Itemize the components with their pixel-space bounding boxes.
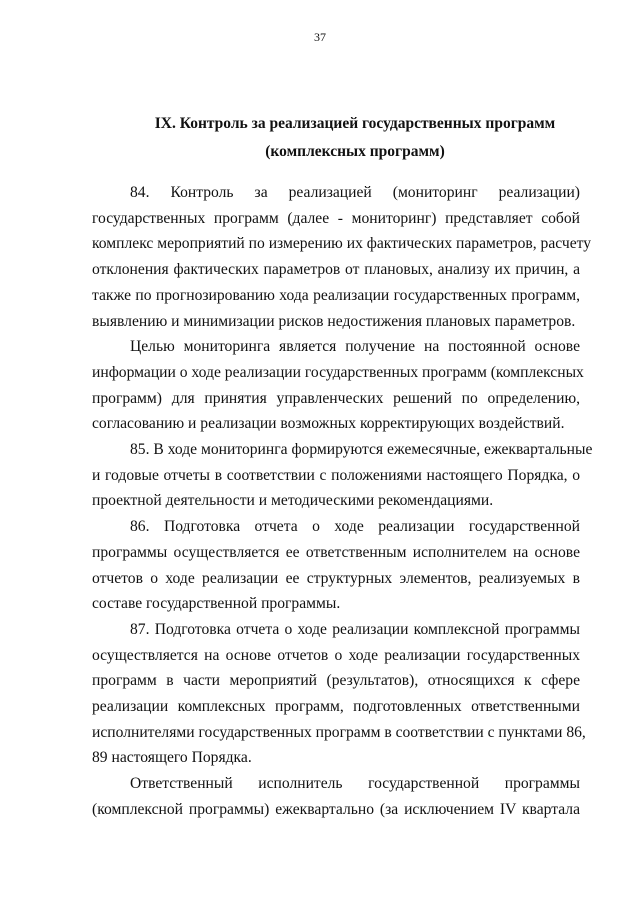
body-text <box>92 180 593 823</box>
paragraph <box>92 514 580 617</box>
section-title-line-1: IX. Контроль за реализацией государственных программ <box>154 115 556 132</box>
paragraph-line: отклонения фактических параметров от плановых, анализу их причин, а <box>92 261 580 279</box>
paragraph-line: составе государственной программы. <box>92 595 341 613</box>
paragraph-line: Целью мониторинга является получение на постоянной основе <box>130 338 580 356</box>
paragraph-line: отчетов о ходе реализации ее структурных элементов, реализуемых в <box>92 569 580 587</box>
paragraph <box>92 334 584 437</box>
paragraph <box>92 771 580 822</box>
section-title <box>90 110 620 166</box>
paragraph-line: осуществляется на основе отчетов о ходе реализации государственных <box>92 646 580 664</box>
paragraph-line: реализации комплексных программ, подготовленных ответственными <box>92 698 580 716</box>
section-title-line-2: (комплексных программ) <box>265 143 445 160</box>
paragraph-line: согласованию и реализации возможных корректирующих воздействий. <box>92 415 565 433</box>
paragraph-line: программ) для принятия управленческих решений по определению, <box>92 389 580 407</box>
paragraph-line: 86. Подготовка отчета о ходе реализации государственной <box>130 518 580 536</box>
paragraph <box>92 437 593 514</box>
paragraph-line: программ в части мероприятий (результатов), относящихся к сфере <box>92 672 580 690</box>
paragraph-line: и годовые отчеты в соответствии с положениями настоящего Порядка, о <box>92 466 580 484</box>
paragraph-line: 84. Контроль за реализацией (мониторинг реализации) <box>130 184 580 201</box>
paragraph-line: выявлению и минимизации рисков недостижения плановых параметров. <box>92 312 576 330</box>
paragraph-line: государственных программ (далее - мониторинг) представляет собой <box>92 209 580 227</box>
paragraph <box>92 617 586 771</box>
paragraph-line: также по прогнозированию хода реализации государственных программ, <box>92 286 580 304</box>
paragraph-line: исполнителями государственных программ в соответствии с пунктами 86, <box>92 723 586 741</box>
page-number: 37 <box>314 30 326 44</box>
paragraph-line: проектной деятельности и методическими рекомендациями. <box>92 492 494 510</box>
paragraph <box>92 180 592 334</box>
paragraph-line: 87. Подготовка отчета о ходе реализации комплексной программы <box>130 620 580 638</box>
paragraph-line: Ответственный исполнитель государственной программы <box>130 775 580 793</box>
paragraph-line: (комплексной программы) ежеквартально (за исключением IV квартала <box>92 800 580 818</box>
paragraph-line: информации о ходе реализации государственных программ (комплексных <box>92 363 584 381</box>
paragraph-line: 89 настоящего Порядка. <box>92 749 252 767</box>
paragraph-line: комплекс мероприятий по измерению их фактических параметров, расчету <box>92 235 592 253</box>
paragraph-line: программы осуществляется ее ответственным исполнителем на основе <box>92 543 580 561</box>
paragraph-line: 85. В ходе мониторинга формируются ежемесячные, ежеквартальные <box>130 441 593 459</box>
